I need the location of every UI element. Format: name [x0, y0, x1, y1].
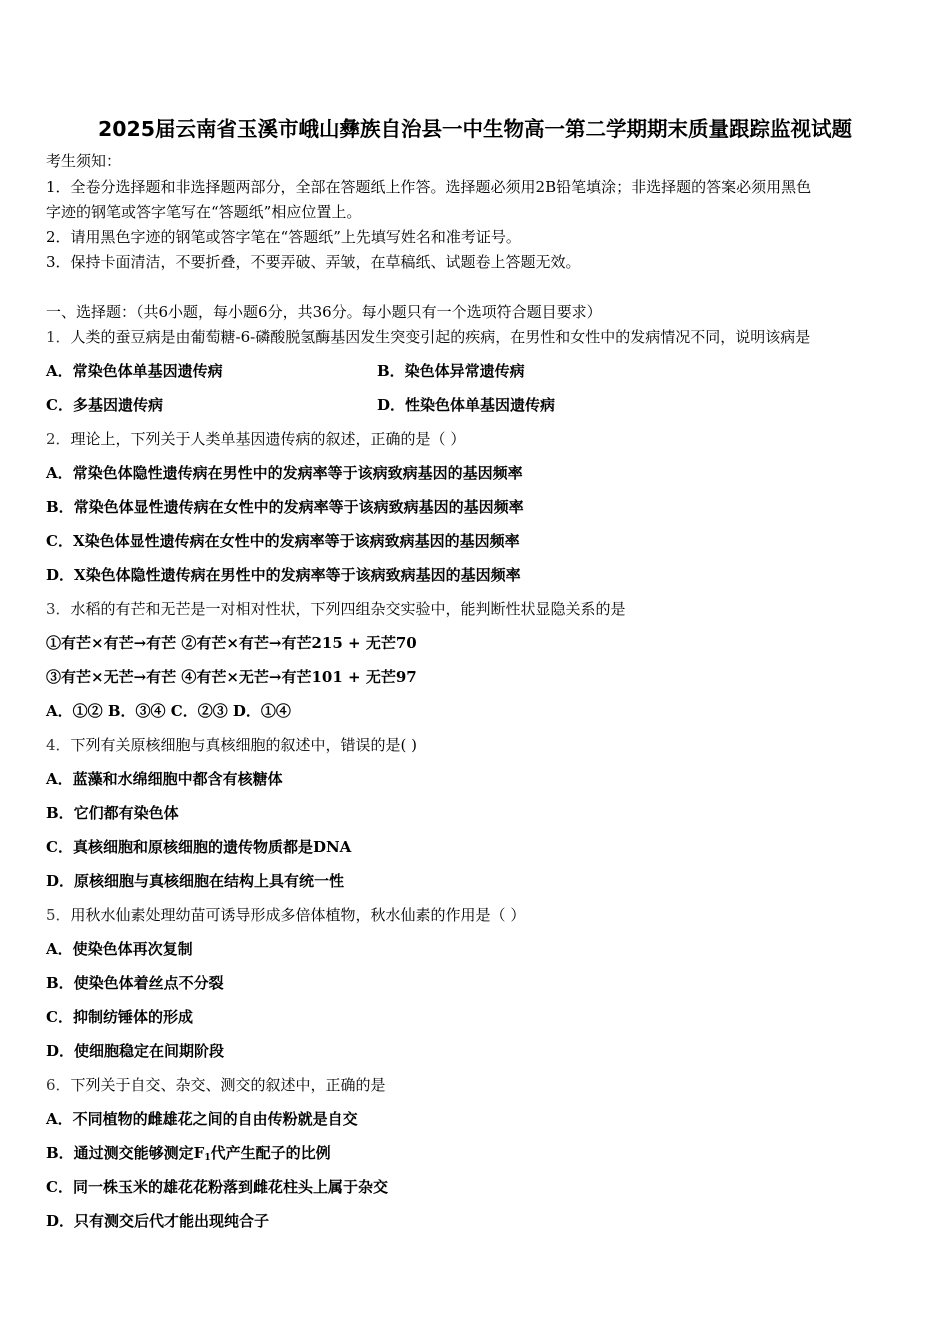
- question-6: [46, 1076, 386, 1094]
- q3-cross-line-2: ③有芒×无芒→有芒 ④有芒×无芒→有芒101 + 无芒97: [46, 668, 417, 686]
- notice-heading: 考生须知：: [46, 152, 122, 170]
- q6-option-c: C．同一株玉米的雄花花粉落到雌花柱头上属于杂交: [46, 1178, 388, 1196]
- notice-item: 字迹的钢笔或答字笔写在“答题纸”相应位置上。: [46, 203, 362, 221]
- question-stem: 水稻的有芒和无芒是一对相对性状，下列四组杂交实验中，能判断性状显隐关系的是: [70, 600, 626, 618]
- question-number: 4．: [46, 736, 71, 754]
- q2-option-c: C．X染色体显性遗传病在女性中的发病率等于该病致病基因的基因频率: [46, 532, 520, 550]
- q5-option-d: D．使细胞稳定在间期阶段: [46, 1042, 225, 1060]
- question-stem: 人类的蚕豆病是由葡萄糖-6-磷酸脱氢酶基因发生突变引起的疾病，在男性和女性中的发病情况不同，说明该病是: [70, 328, 811, 346]
- q1-option-b: B．染色体异常遗传病: [377, 362, 525, 380]
- q4-option-a: A．蓝藻和水绵细胞中都含有核糖体: [46, 770, 283, 788]
- question-number: 3．: [46, 600, 71, 618]
- question-stem: 下列关于自交、杂交、测交的叙述中，正确的是: [70, 1076, 386, 1094]
- notice-item: 1．全卷分选择题和非选择题两部分，全部在答题纸上作答。选择题必须用2B铅笔填涂；非选择题的答案必须用黑色: [46, 178, 812, 196]
- question-stem: 下列有关原核细胞与真核细胞的叙述中，错误的是( ): [70, 736, 418, 754]
- q5-option-a: A．使染色体再次复制: [46, 940, 193, 958]
- exam-title: 2025届云南省玉溪市峨山彝族自治县一中生物高一第二学期期末质量跟踪监视试题: [97, 117, 853, 141]
- question-number: 2．: [46, 430, 71, 448]
- q1-option-d: D．性染色体单基因遗传病: [377, 396, 556, 414]
- question-number: 1．: [46, 328, 71, 346]
- section-heading: 一、选择题：（共6小题，每小题6分，共36分。每小题只有一个选项符合题目要求）: [46, 303, 602, 321]
- q4-option-c: C．真核细胞和原核细胞的遗传物质都是DNA: [46, 838, 352, 856]
- q6-option-d: D．只有测交后代才能出现纯合子: [46, 1212, 270, 1230]
- question-5: [46, 906, 525, 924]
- option-text: 代产生配子的比例: [210, 1144, 331, 1162]
- q5-option-b: B．使染色体着丝点不分裂: [46, 974, 224, 992]
- q2-option-b: B．常染色体显性遗传病在女性中的发病率等于该病致病基因的基因频率: [46, 498, 524, 516]
- question-2: [46, 430, 465, 448]
- question-number: 5．: [46, 906, 71, 924]
- q6-option-a: A．不同植物的雌雄花之间的自由传粉就是自交: [46, 1110, 358, 1128]
- q2-option-a: A．常染色体隐性遗传病在男性中的发病率等于该病致病基因的基因频率: [46, 464, 523, 482]
- subscript: 1: [204, 1153, 211, 1163]
- q1-option-c: C．多基因遗传病: [46, 396, 163, 414]
- question-1: [46, 328, 810, 346]
- question-stem: 理论上，下列关于人类单基因遗传病的叙述，正确的是（ ）: [70, 430, 466, 448]
- q4-option-d: D．原核细胞与真核细胞在结构上具有统一性: [46, 872, 345, 890]
- question-4: [46, 736, 417, 754]
- q4-option-b: B．它们都有染色体: [46, 804, 179, 822]
- question-3: [46, 600, 626, 618]
- q3-cross-line-1: ①有芒×有芒→有芒 ②有芒×有芒→有芒215 + 无芒70: [46, 634, 417, 652]
- q2-option-d: D．X染色体隐性遗传病在男性中的发病率等于该病致病基因的基因频率: [46, 566, 521, 584]
- q5-option-c: C．抑制纺锤体的形成: [46, 1008, 193, 1026]
- notice-item: 3．保持卡面清洁，不要折叠，不要弄破、弄皱，在草稿纸、试题卷上答题无效。: [46, 253, 581, 271]
- notice-item: 2．请用黑色字迹的钢笔或答字笔在“答题纸”上先填写姓名和准考证号。: [46, 228, 521, 246]
- q3-options: A．①② B．③④ C．②③ D．①④: [46, 702, 291, 720]
- question-stem: 用秋水仙素处理幼苗可诱导形成多倍体植物，秋水仙素的作用是（ ）: [70, 906, 526, 924]
- option-text: B．通过测交能够测定F: [46, 1144, 205, 1162]
- q1-option-a: A．常染色体单基因遗传病: [46, 362, 223, 380]
- q6-option-b: [46, 1144, 331, 1167]
- question-number: 6．: [46, 1076, 71, 1094]
